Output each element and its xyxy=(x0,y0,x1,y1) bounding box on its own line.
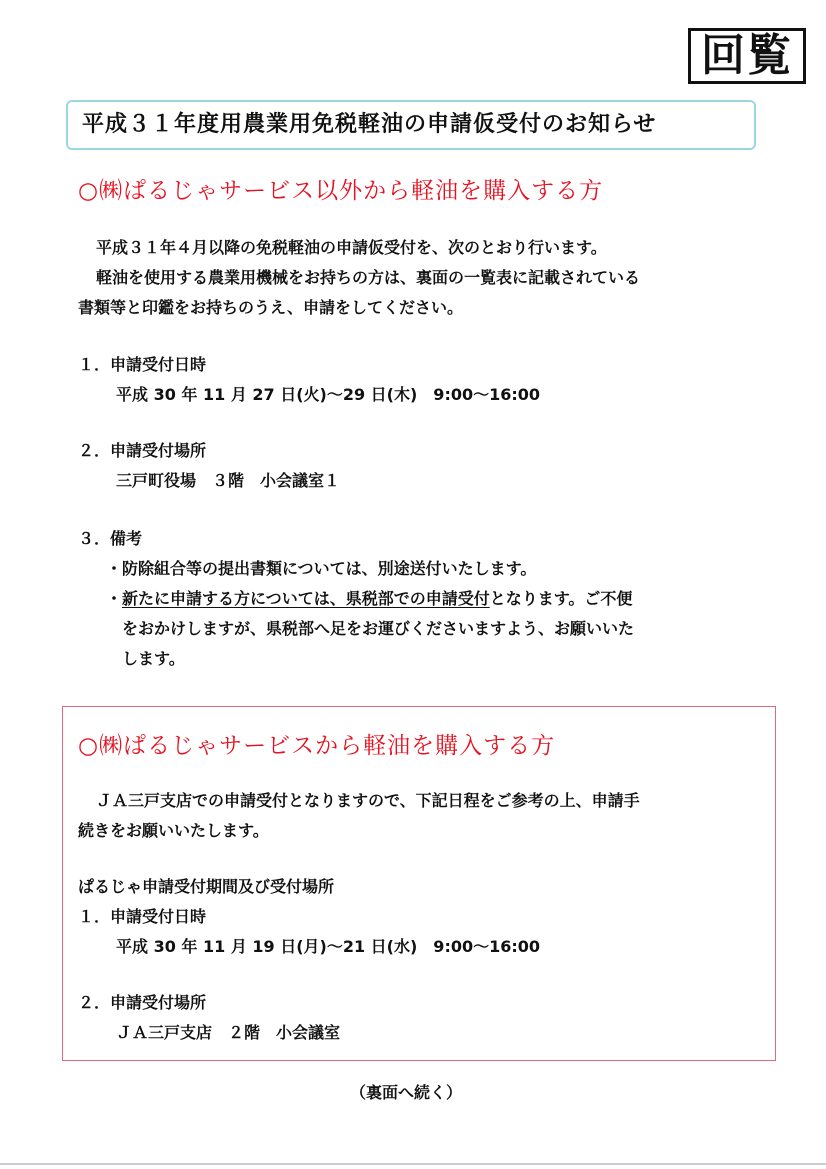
note-underlined: 新たに申請する方については、県税部での申請受付 xyxy=(122,589,490,608)
intro-line: ＪＡ三戸支店での申請受付となりますので、下記日程をご参考の上、申請手 xyxy=(96,791,640,810)
item-label: ３．備考 xyxy=(78,529,143,548)
item-label: １．申請受付日時 xyxy=(78,355,207,374)
document-title: 平成３１年度用農業用免税軽油の申請仮受付のお知らせ xyxy=(66,100,756,150)
note-2-line2: をおかけしますが、県税部へ足をお運びくださいますよう、お願いいた xyxy=(122,619,635,638)
item-value: 平成 30 年 11 月 19 日(月)～21 日(水) 9:00～16:00 xyxy=(116,937,541,956)
section1-item-notes xyxy=(78,524,768,674)
section1-heading: ○㈱ぱるじゃサービス以外から軽油を購入する方 xyxy=(78,178,604,204)
note-1: ・防除組合等の提出書類については、別途送付いたします。 xyxy=(106,559,537,578)
item-value: 三戸町役場 ３階 小会議室１ xyxy=(116,471,341,490)
intro-line: 軽油を使用する農業用機械をお持ちの方は、裏面の一覧表に記載されている xyxy=(96,268,641,287)
section1-item-datetime xyxy=(78,350,540,410)
note-rest: となります。ご不便 xyxy=(489,589,633,608)
intro-line: 平成３１年４月以降の免税軽油の申請仮受付を、次のとおり行います。 xyxy=(96,238,607,257)
section1-item-location xyxy=(78,436,340,496)
section2-heading: ○㈱ぱるじゃサービスから軽油を購入する方 xyxy=(78,733,556,759)
intro-line: 書類等と印鑑をお持ちのうえ、申請をしてください。 xyxy=(78,298,463,317)
item-value: 平成 30 年 11 月 27 日(火)～29 日(木) 9:00～16:00 xyxy=(116,385,541,404)
continued-note: （裏面へ続く） xyxy=(350,1083,463,1102)
page-edge-line xyxy=(0,1163,826,1165)
section2-item-datetime xyxy=(78,902,540,962)
item-label: ２．申請受付場所 xyxy=(78,993,207,1012)
item-value: ＪＡ三戸支店 ２階 小会議室 xyxy=(116,1023,341,1042)
circulation-stamp: 回覧 xyxy=(688,28,806,84)
section2-intro xyxy=(78,786,768,846)
section2-subheading: ぱるじゃ申請受付期間及び受付場所 xyxy=(78,877,335,896)
note-2 xyxy=(78,584,768,614)
note-2-line3: します。 xyxy=(122,649,185,668)
section1-intro xyxy=(78,233,768,323)
intro-line: 続きをお願いいたします。 xyxy=(78,821,269,840)
item-label: １．申請受付日時 xyxy=(78,907,207,926)
section2-item-location xyxy=(78,988,340,1048)
item-label: ２．申請受付場所 xyxy=(78,441,207,460)
note-bullet: ・ xyxy=(106,589,123,608)
